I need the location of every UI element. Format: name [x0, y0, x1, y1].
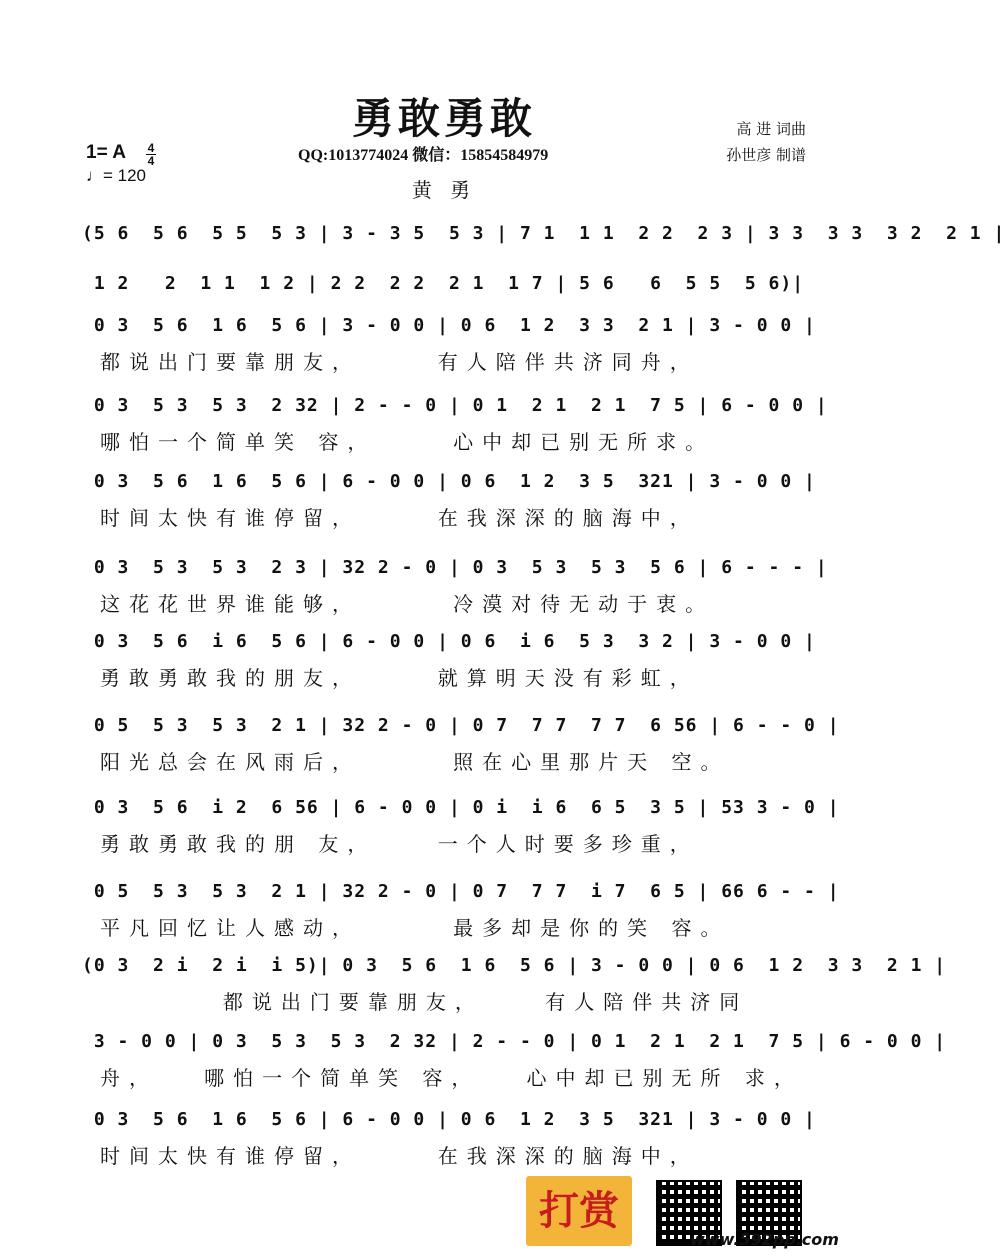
- time-signature: [146, 142, 156, 167]
- lyricist-composer: 高 进 词曲: [736, 120, 806, 138]
- lyric-line: 都说出门要靠朋友， 有人陪伴共济同舟，: [100, 350, 699, 374]
- lyric-line: 都说出门要靠朋友， 有人陪伴共济同: [100, 990, 749, 1014]
- lyric-line: 舟， 哪怕一个简单笑 容， 心中却已别无所 求，: [100, 1066, 803, 1090]
- notation-row: [82, 222, 1005, 249]
- lyric-line: 哪怕一个简单笑 容， 心中却已别无所求。: [100, 430, 715, 454]
- notation-row: [82, 556, 828, 583]
- notation-row: [82, 630, 816, 657]
- notation-row: [82, 880, 840, 907]
- notation-text: (5 6 5 6 5 5 5 3 | 3 - 3 5 5 3 | 7 1 1 1 2 2 2 3 | 3 3 3 3 3 2 2 1 |: [82, 223, 1005, 244]
- key-signature: 1= A: [86, 142, 126, 163]
- notation-text: 1 2 2 1 1 1 2 | 2 2 2 2 2 1 1 7 | 5 6 6 5 5 5 6)|: [82, 273, 805, 294]
- lyric-line: 平凡回忆让人感动， 最多却是你的笑 容。: [100, 916, 730, 940]
- notation-text: 0 3 5 6 i 2 6 56 | 6 - 0 0 | 0 i i 6 6 5 3 5 | 53 3 - 0 |: [82, 797, 840, 818]
- notation-text: 3 - 0 0 | 0 3 5 3 5 3 2 32 | 2 - - 0 | 0 1 2 1 2 1 7 5 | 6 - 0 0 |: [82, 1031, 947, 1052]
- notation-row: [82, 470, 816, 497]
- lyric-line: 勇敢勇敢我的朋 友， 一个人时要多珍重，: [100, 832, 699, 856]
- notation-row: [82, 714, 840, 741]
- notation-text: 0 3 5 6 i 6 5 6 | 6 - 0 0 | 0 6 i 6 5 3 3 2 | 3 - 0 0 |: [82, 631, 816, 652]
- notation-row: [82, 1030, 947, 1057]
- song-title: 勇敢勇敢: [351, 94, 536, 143]
- contact-info: QQ:1013774024 微信：15854584979: [298, 147, 549, 164]
- website-link[interactable]: www.592pp.com: [690, 1230, 839, 1249]
- notation-text: 0 3 5 6 1 6 5 6 | 6 - 0 0 | 0 6 1 2 3 5 321 | 3 - 0 0 |: [82, 471, 816, 492]
- lyric-line: 时间太快有谁停留， 在我深深的脑海中，: [100, 1144, 699, 1168]
- notation-row: [82, 314, 816, 341]
- tempo-marking: ♩= 120: [86, 166, 147, 185]
- lyric-line: 阳光总会在风雨后， 照在心里那片天 空。: [100, 750, 730, 774]
- notation-text: 0 3 5 6 1 6 5 6 | 3 - 0 0 | 0 6 1 2 3 3 2 1 | 3 - 0 0 |: [82, 315, 816, 336]
- notation-row: [82, 394, 828, 421]
- notation-row: [82, 954, 947, 981]
- singer-name: 黄 勇: [411, 178, 477, 202]
- notation-text: 0 3 5 6 1 6 5 6 | 6 - 0 0 | 0 6 1 2 3 5 321 | 3 - 0 0 |: [82, 1109, 816, 1130]
- notation-row: [82, 272, 808, 299]
- notation-row: [82, 1108, 816, 1135]
- lyric-line: 时间太快有谁停留， 在我深深的脑海中，: [100, 506, 699, 530]
- lyric-line: 勇敢勇敢我的朋友， 就算明天没有彩虹，: [100, 666, 699, 690]
- reward-button[interactable]: 打赏: [526, 1176, 632, 1246]
- arranger-credit: 孙世彦 制谱: [726, 146, 806, 164]
- notation-text: 0 3 5 3 5 3 2 32 | 2 - - 0 | 0 1 2 1 2 1 7 5 | 6 - 0 0 |: [82, 395, 828, 416]
- notation-text: (0 3 2 i 2 i i 5)| 0 3 5 6 1 6 5 6 | 3 - 0 0 | 0 6 1 2 3 3 2 1 |: [82, 955, 947, 976]
- time-signature-top: 4: [147, 141, 155, 155]
- notation-text: 0 5 5 3 5 3 2 1 | 32 2 - 0 | 0 7 7 7 i 7 6 5 | 66 6 - - |: [82, 881, 840, 902]
- notation-text: 0 5 5 3 5 3 2 1 | 32 2 - 0 | 0 7 7 7 7 7 6 56 | 6 - - 0 |: [82, 715, 840, 736]
- notation-text: 0 3 5 3 5 3 2 3 | 32 2 - 0 | 0 3 5 3 5 3 5 6 | 6 - - - |: [82, 557, 828, 578]
- lyric-line: 这花花世界谁能够， 冷漠对待无动于衷。: [100, 592, 715, 616]
- notation-row: [82, 796, 840, 823]
- time-signature-bottom: 4: [147, 154, 155, 168]
